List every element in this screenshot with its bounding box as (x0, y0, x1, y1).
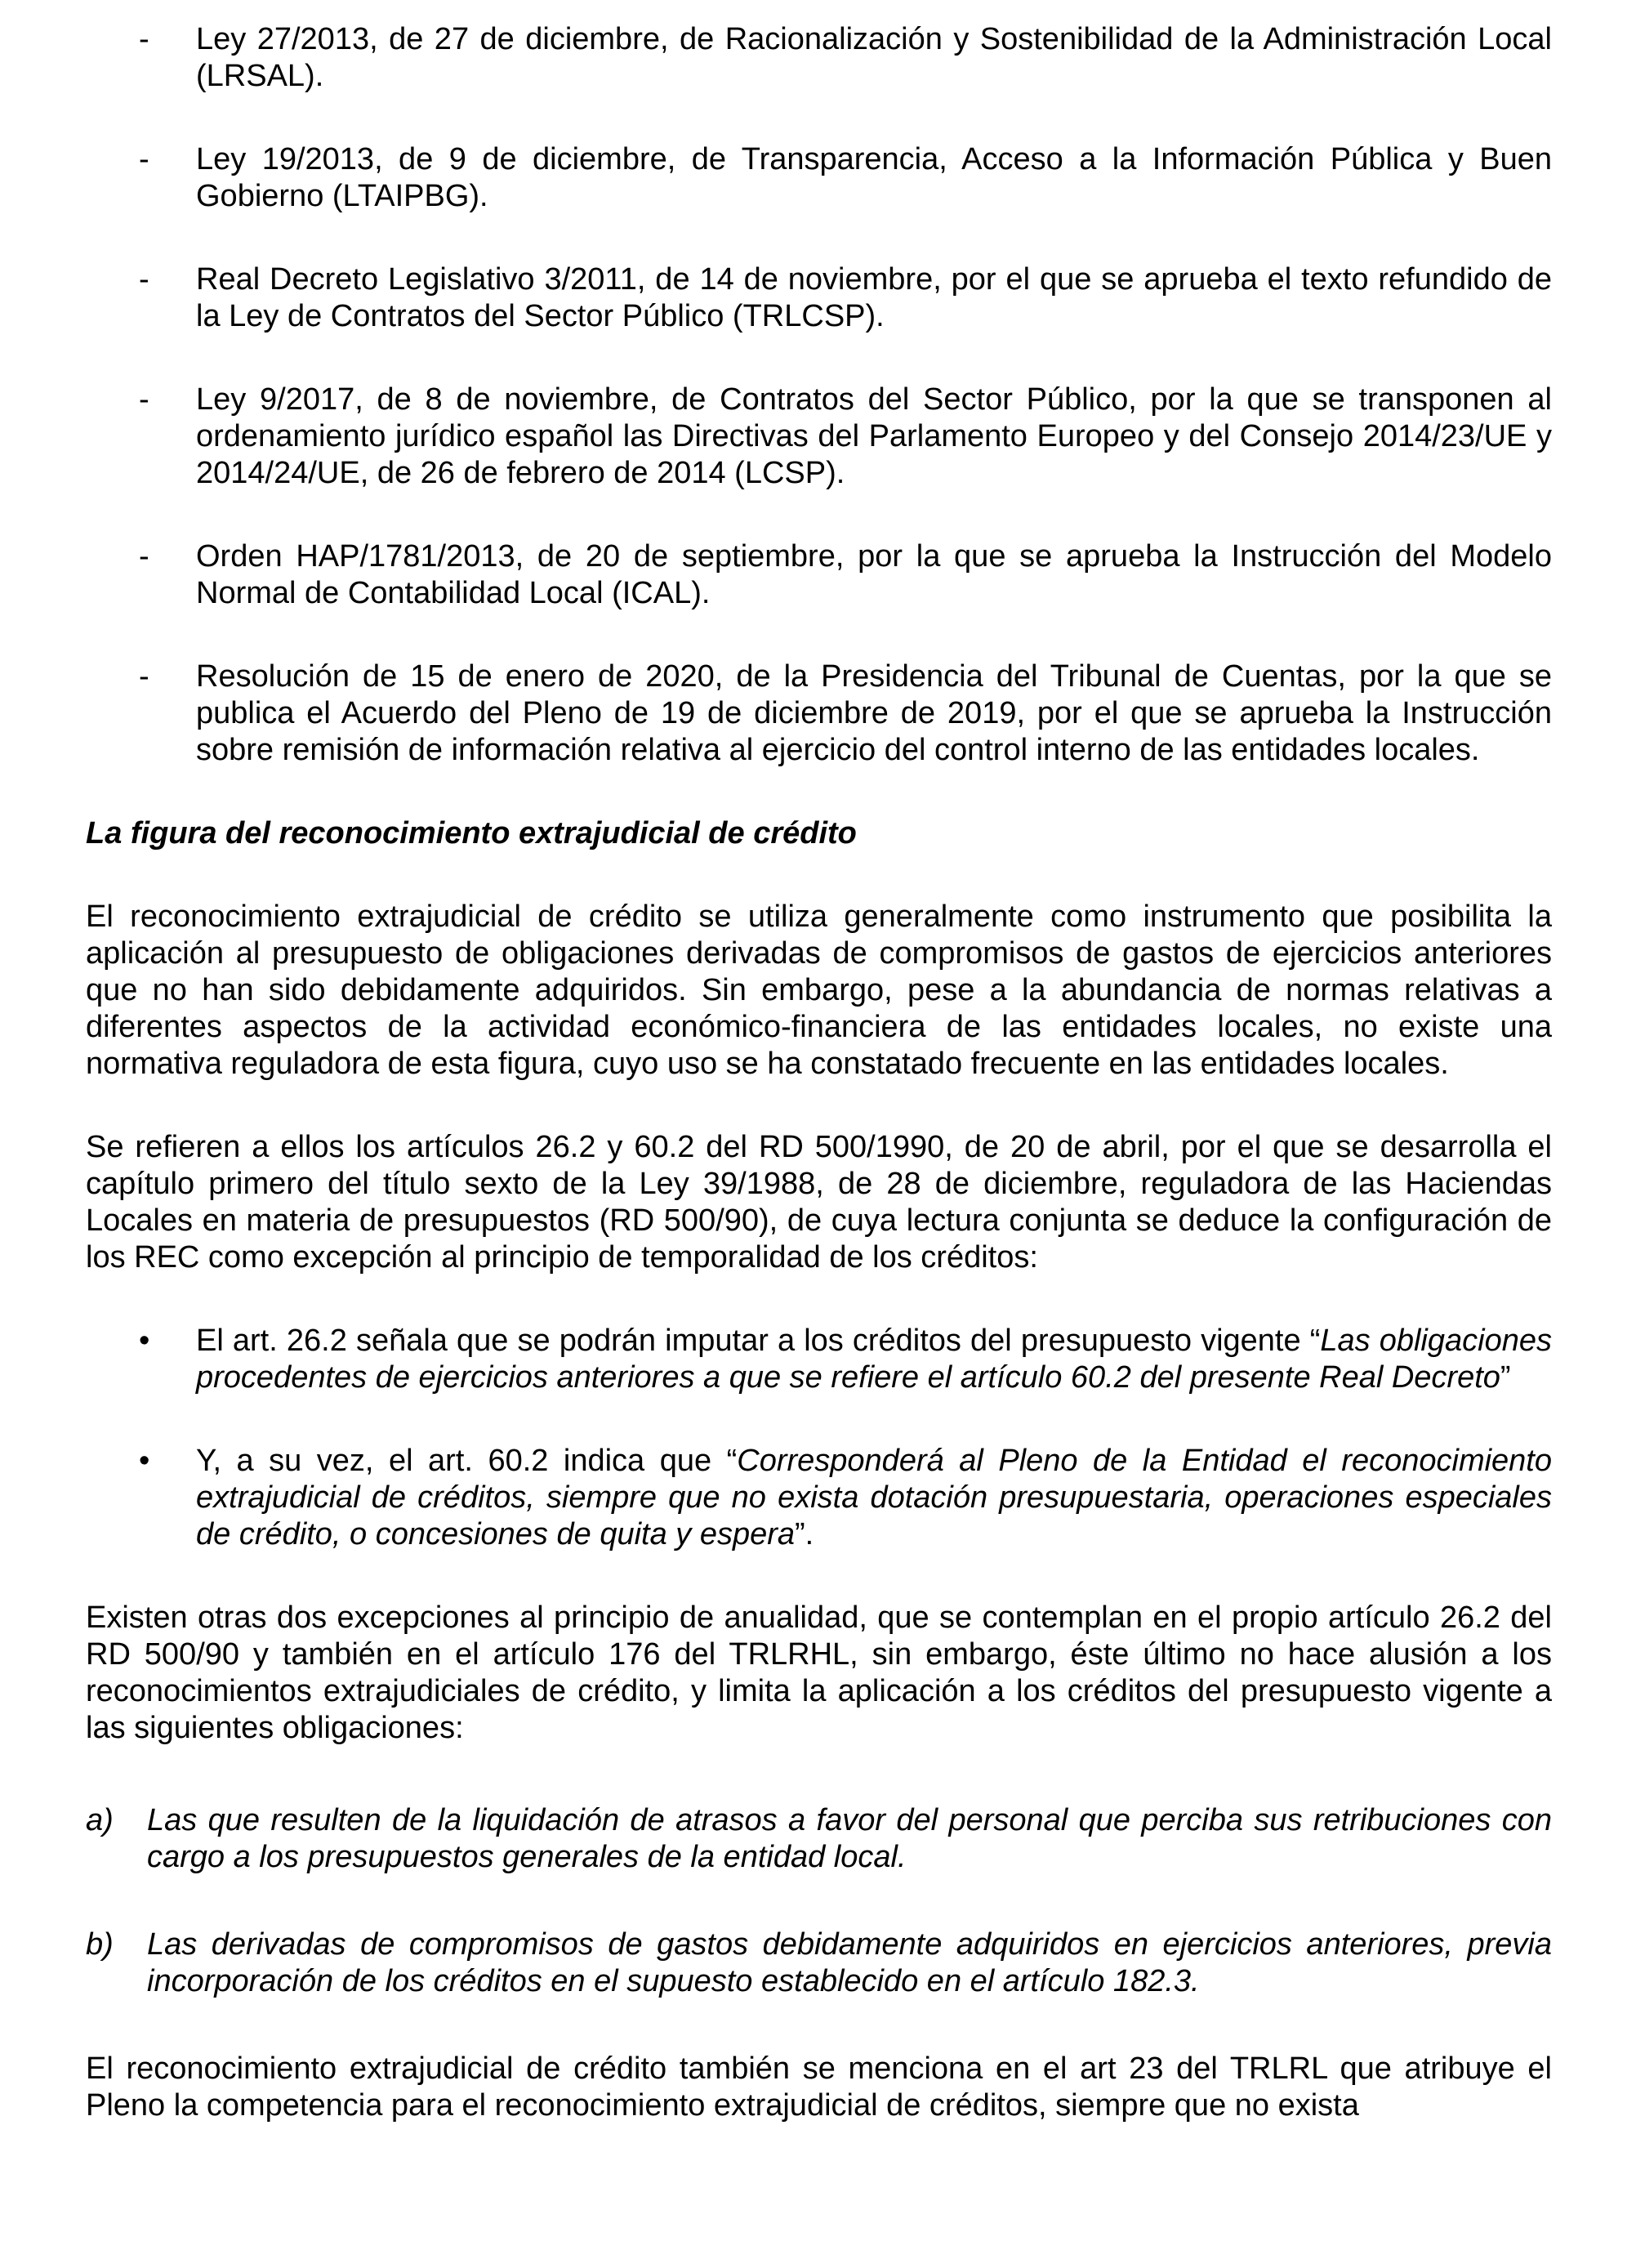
dash-marker: - (139, 539, 149, 574)
alpha-list-item (86, 1926, 1552, 2000)
dash-item-text: Resolución de 15 de enero de 2020, de la Presidencia del Tribunal de Cuentas, por la que se publica el Acuerdo del Pleno de 19 de diciembre de 2019, por el que se aprueba la Instrucción sobre remisión de información relativa al ejercicio del control interno de las entidades locales. (196, 659, 1552, 767)
dash-item-text: Ley 9/2017, de 8 de noviembre, de Contratos del Sector Público, por la que se transponen al ordenamiento jurídico español las Directivas del Parlamento Europeo y del Consejo 2014/23/UE y 2014/24/UE, de 26 de febrero de 2014 (LCSP). (196, 382, 1552, 490)
bullet-item-suffix: ” (1500, 1360, 1511, 1395)
dash-list-item (86, 659, 1552, 769)
paragraph-excepciones: Existen otras dos excepciones al principio de anualidad, que se contemplan en el propio artículo 26.2 del RD 500/90 y también en el artículo 176 del TRLRHL, sin embargo, éste último no hace alusión a los reconocimientos extrajudiciales de crédito, y limita la aplicación a los créditos del presupuesto vigente a las siguientes obligaciones: (86, 1601, 1552, 1745)
alpha-item-text: Las que resulten de la liquidación de atrasos a favor del personal que perciba sus retribuciones con cargo a los presupuestos generales de la entidad local. (147, 1803, 1552, 1874)
bullet-list-item (86, 1443, 1552, 1553)
dash-marker: - (139, 262, 149, 297)
dash-list-item (86, 141, 1552, 215)
dash-marker: - (139, 382, 149, 417)
dash-item-text: Real Decreto Legislativo 3/2011, de 14 de noviembre, por el que se aprueba el texto refundido de la Ley de Contratos del Sector Público (TRLCSP). (196, 262, 1552, 333)
dash-marker: - (139, 659, 149, 694)
bullet-item-prefix: Y, a su vez, el art. 60.2 indica que “ (196, 1444, 738, 1478)
dash-list-item (86, 21, 1552, 95)
dash-marker: - (139, 142, 149, 176)
alpha-marker: b) (86, 1927, 114, 1962)
bullet-marker: • (139, 1324, 150, 1358)
section-heading: La figura del reconocimiento extrajudicial de crédito (86, 816, 857, 850)
dash-item-text: Ley 27/2013, de 27 de diciembre, de Racionalización y Sostenibilidad de la Administración Local (LRSAL). (196, 22, 1552, 93)
dash-item-text: Orden HAP/1781/2013, de 20 de septiembre, por la que se aprueba la Instrucción del Modelo Normal de Contabilidad Local (ICAL). (196, 539, 1552, 610)
dash-item-text: Ley 19/2013, de 9 de diciembre, de Transparencia, Acceso a la Información Pública y Buen Gobierno (LTAIPBG). (196, 142, 1552, 213)
dash-list-item (86, 261, 1552, 335)
alpha-item-text: Las derivadas de compromisos de gastos debidamente adquiridos en ejercicios anteriores, previa incorporación de los créditos en el supuesto establecido en el artículo 182.3. (147, 1927, 1552, 1998)
paragraph-trlrl: El reconocimiento extrajudicial de crédito también se menciona en el art 23 del TRLRL que atribuye el Pleno la competencia para el reconocimiento extrajudicial de créditos, siempre que no exista (86, 2051, 1552, 2123)
dash-list-item (86, 538, 1552, 612)
dash-marker: - (139, 22, 149, 56)
quoted-text: Las obligaciones procedentes de ejercicios anteriores a que se refiere el artículo 60.2 del presente Real Decreto (196, 1324, 1552, 1395)
quoted-text: Corresponderá al Pleno de la Entidad el reconocimiento extrajudicial de créditos, siempre que no exista dotación presupuestaria, operaciones especiales de crédito, o concesiones de quita y espera (196, 1444, 1553, 1551)
bullet-item-suffix: ”. (795, 1517, 814, 1551)
bullet-list-item (86, 1323, 1552, 1396)
dash-list-item (86, 382, 1552, 492)
paragraph-articulos: Se refieren a ellos los artículos 26.2 y 60.2 del RD 500/1990, de 20 de abril, por el que se desarrolla el capítulo primero del título sexto de la Ley 39/1988, de 28 de diciembre, reguladora de las Haciendas Locales en materia de presupuestos (RD 500/90), de cuya lectura conjunta se deduce la configuración de los REC como excepción al principio de temporalidad de los créditos: (86, 1130, 1552, 1275)
alpha-marker: a) (86, 1803, 114, 1837)
bullet-marker: • (139, 1444, 150, 1478)
alpha-list-item (86, 1802, 1552, 1876)
paragraph-intro-rec: El reconocimiento extrajudicial de crédito se utiliza generalmente como instrumento que posibilita la aplicación al presupuesto de obligaciones derivadas de compromisos de gastos de ejercicios anteriores que no han sido debidamente adquiridos. Sin embargo, pese a la abundancia de normas relativas a diferentes aspectos de la actividad económico-financiera de las entidades locales, no existe una normativa reguladora de esta figura, cuyo uso se ha constatado frecuente en las entidades locales. (86, 900, 1552, 1081)
bullet-item-prefix: El art. 26.2 señala que se podrán imputar a los créditos del presupuesto vigente “ (196, 1324, 1321, 1358)
